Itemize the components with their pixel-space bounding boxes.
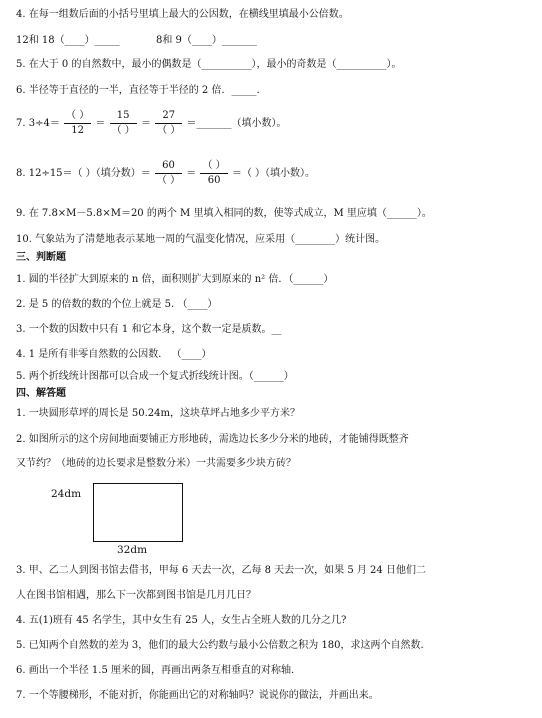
judge-3: 3. 一个数的因数中只有 1 和它本身，这个数一定是质数。__ [16, 324, 282, 335]
q9-text: 9. 在 7.8×M－5.8×M＝20 的两个 M 里填入相同的数，使等式成立，M 里应填（______）。 [16, 208, 432, 219]
rect-width-label: 32dm [117, 544, 148, 556]
q7-f1-denominator: 12 [71, 125, 84, 136]
solve-2-line-2: 又节约？（地砖的边长要求是整数分米）一共需要多少块方砖？ [16, 458, 296, 469]
q8-suffix: ＝（ ）（填小数）。 [231, 168, 316, 179]
section-solve-heading: 四、解答题 [16, 388, 66, 399]
judge-4: 4. 1 是所有非零自然数的公因数． （____） [16, 349, 212, 360]
q8-row: 8. 12÷15＝（ ）（填分数）＝ $\frac{60}{( )}$ ＝ $\frac{( )}{60}$ ＝（ ）（填小数）。 [16, 160, 316, 186]
fraction-bar [155, 123, 182, 124]
q8-prefix: 8. 12÷15＝（ ）（填分数）＝ [16, 168, 151, 179]
fraction-bar [155, 173, 182, 174]
q7-fraction-2 [110, 110, 137, 137]
q8-f2-denominator: 60 [207, 175, 221, 186]
solve-2-line-1: 2. 如图所示的这个房间地面要铺正方形地砖，需选边长多少分米的地砖，才能铺得既整齐 [16, 434, 409, 445]
rect-height-label: 24dm [51, 488, 82, 500]
q4-text: 4. 在每一组数后面的小括号里填上最大的公因数，在横线里填最小公倍数。 [16, 9, 349, 20]
q8-fraction-1 [155, 160, 182, 187]
q7-f2-numerator: 15 [116, 110, 130, 121]
q8-f2-numerator: （ ） [202, 160, 226, 171]
q8-f1-numerator: 60 [162, 160, 175, 171]
judge-5: 5. 两个折线统计图都可以合成一个复式折线统计图。（______） [16, 371, 294, 382]
q7-fraction-1 [64, 110, 91, 137]
q7-f3-numerator: 27 [162, 110, 176, 121]
q6-text: 6. 半径等于直径的一半，直径等于半径的 2 倍．_____. [16, 85, 260, 96]
solve-1: 1. 一块圆形草坪的周长是 50.24m，这块草坪占地多少平方米？ [16, 408, 301, 419]
solve-3-line-2: 人在图书馆相遇，那么下一次都到图书馆是几月几日？ [16, 590, 256, 601]
fraction-bar [200, 173, 227, 174]
q4-part-b: 8和 9（____）_______ [156, 35, 257, 46]
fraction-bar [110, 123, 137, 124]
q7-prefix: 7. 3÷4＝ [16, 118, 60, 129]
q4-part-a: 12和 18（____）_____ [16, 35, 120, 46]
q7-f1-numerator: （ ） [66, 110, 90, 121]
q8-fraction-2 [200, 160, 227, 187]
fraction-bar [64, 123, 91, 124]
solve-5: 5. 已知两个自然数的差为 3，他们的最大公约数与最小公倍数之积为 180，求这两个自然数. [16, 640, 424, 651]
q7-f3-denominator: （ ） [157, 125, 181, 136]
q7-suffix: ＝_______（填小数）。 [186, 118, 287, 129]
solve-3-line-1: 3. 甲、乙二人到图书馆去借书，甲每 6 天去一次，乙每 8 天去一次，如果 5 月 24 日他们二 [16, 565, 426, 576]
q7-fraction-3 [155, 110, 182, 137]
solve-6: 6. 画出一个半径 1.5 厘米的圆，再画出两条互相垂直的对称轴． [16, 665, 301, 676]
room-rectangle [93, 483, 183, 542]
q7-f2-denominator: （ ） [111, 125, 135, 136]
q8-f1-denominator: （ ） [156, 175, 181, 186]
q7-row: 7. 3÷4＝ $\frac{( )}{12}$ ＝ $\frac{15}{( )}$ ＝ $\frac{27}{( )}$ ＝_______（填小数）。 [16, 110, 287, 136]
judge-2: 2. 是 5 的倍数的数的个位上就是 5. （____） [16, 299, 218, 310]
solve-7: 7. 一个等腰梯形，不能对折，你能画出它的对称轴吗？说说你的做法，并画出来。 [16, 690, 379, 701]
section-judgement-heading: 三、判断题 [16, 252, 66, 263]
q5-text: 5. 在大于 0 的自然数中，最小的偶数是（__________），最小的奇数是（__________）。 [16, 59, 402, 70]
q4-answers [16, 34, 257, 48]
q10-text: 10. 气象站为了清楚地表示某地一周的气温变化情况，应采用（________）统计图。 [16, 234, 386, 245]
judge-1: 1. 圆的半径扩大到原来的 n 倍，面积则扩大到原来的 n² 倍．（______） [16, 274, 334, 285]
solve-4: 4. 五(1)班有 45 名学生，其中女生有 25 人，女生占全班人数的几分之几? [16, 615, 347, 626]
